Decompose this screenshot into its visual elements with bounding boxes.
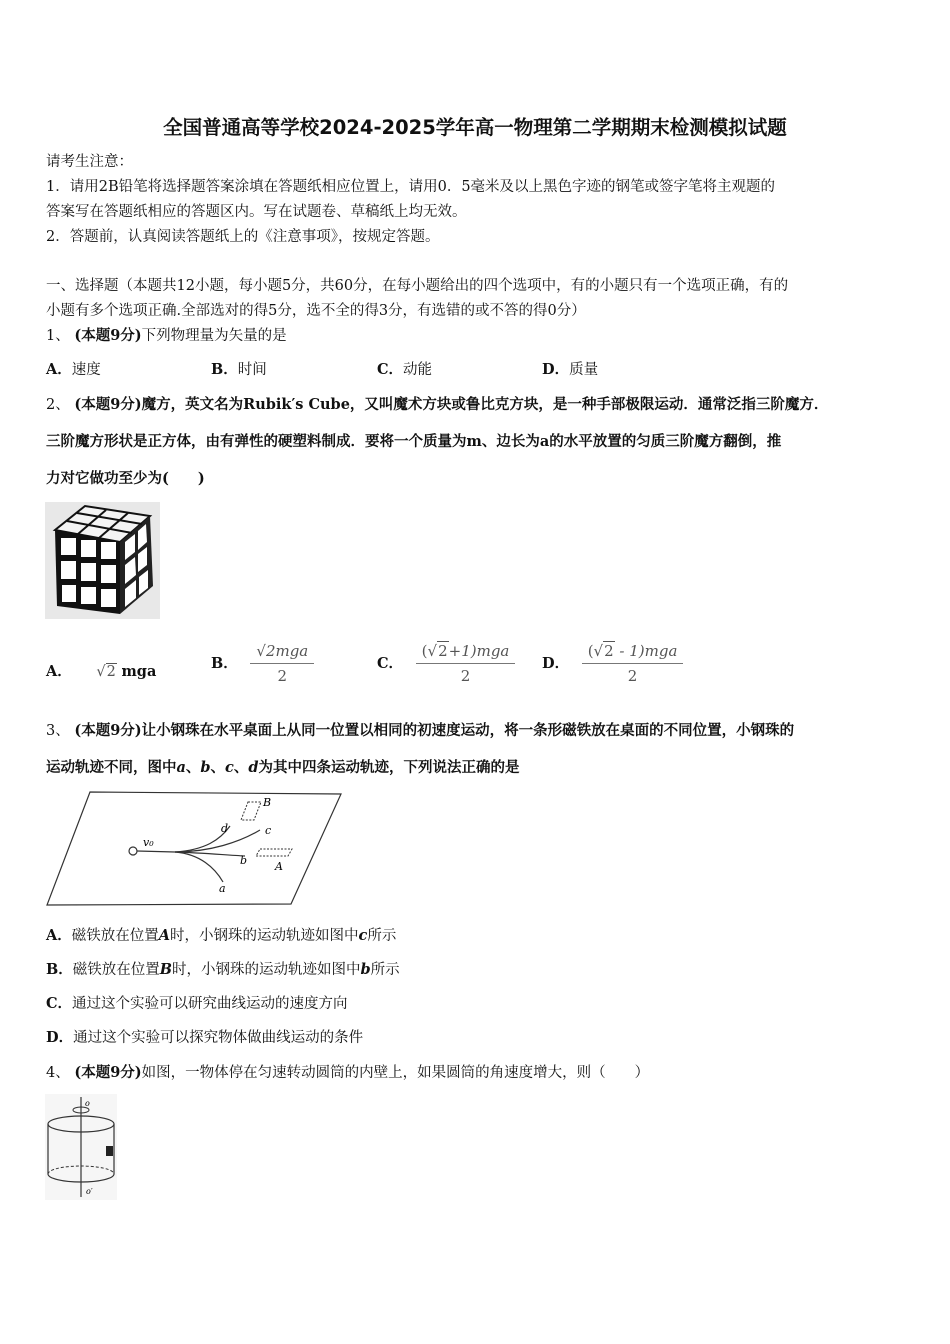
option-label: B． [211, 361, 238, 378]
numerator-text: +1)mga [448, 642, 510, 660]
question-stem: 魔方，英文名为Rubik′s Cube，又叫魔术方块或鲁比克方块，是一种手部极限运动．通常泛指三阶魔方． [141, 396, 829, 413]
stem-text: 运动轨迹不同，图中 [46, 759, 177, 776]
option-label: A． [46, 361, 72, 378]
option-label: D． [542, 361, 570, 378]
q3-option-c[interactable] [46, 994, 348, 1014]
numerator [250, 641, 314, 664]
option-label: D． [542, 654, 570, 672]
numerator-text: 2mga [265, 642, 309, 660]
sqrt-symbol: √ [427, 642, 438, 660]
option-text: 时间 [237, 362, 267, 378]
radicand: 2 [604, 642, 614, 660]
label-pos-b: B [263, 796, 272, 809]
question-3-cont: 运动轨迹不同，图中a、b、c、d为其中四条运动轨迹，下列说法正确的是 [46, 759, 520, 776]
q1-option-c[interactable] [377, 360, 432, 380]
option-text: 速度 [71, 362, 101, 378]
option-text: 通过这个实验可以研究曲线运动的速度方向 [72, 996, 348, 1012]
denominator: 2 [627, 667, 638, 685]
option-text: 动能 [403, 362, 433, 378]
q2-option-d[interactable] [542, 641, 683, 686]
sqrt-symbol: √2 [96, 664, 116, 680]
question-3 [46, 721, 794, 741]
paren-open: ( [587, 642, 594, 660]
option-label: A． [46, 663, 72, 680]
var-d: d [248, 759, 259, 776]
question-stem: 如图，一物体停在匀速转动圆筒的内壁上，如果圆筒的角速度增大，则（ ） [141, 1065, 650, 1081]
q1-option-b[interactable] [211, 360, 267, 380]
paren-open: ( [421, 642, 428, 660]
question-score-tag: (本题9分) [74, 396, 142, 413]
label-o-prime: o′ [86, 1187, 93, 1196]
denominator: 2 [460, 667, 471, 685]
section-instructions-cont: 小题有多个选项正确.全部选对的得5分，选不全的得3分，有选错的或不答的得0分） [46, 303, 586, 319]
option-text: 时，小钢珠的运动轨迹如图中 [172, 962, 361, 978]
q2-option-c[interactable] [377, 641, 515, 686]
option-text: 质量 [569, 362, 599, 378]
label-pos-a: A [275, 860, 283, 873]
notice-item-1: 1．请用2B铅笔将选择题答案涂填在答题纸相应位置上，请用0．5毫米及以上黑色字迹的钢笔或签字笔将主观题的 [46, 179, 776, 195]
rotating-cylinder-figure [45, 1094, 117, 1200]
q1-option-d[interactable] [542, 360, 598, 380]
question-number: 1、 [46, 328, 70, 344]
fraction [250, 641, 314, 686]
section-instructions: 一、选择题（本题共12小题，每小题5分，共60分，在每小题给出的四个选项中，有的小题只有一个选项正确，有的 [46, 278, 789, 294]
option-text: 时，小钢珠的运动轨迹如图中 [170, 928, 359, 944]
option-text: 通过这个实验可以探究物体做曲线运动的条件 [73, 1030, 364, 1046]
label-v0: v₀ [143, 836, 154, 849]
label-d: d [221, 822, 229, 835]
q3-option-a[interactable] [46, 926, 396, 946]
q1-option-a[interactable] [46, 360, 101, 380]
question-number: 2、 [46, 397, 70, 413]
stem-text: 为其中四条运动轨迹，下列说法正确的是 [258, 759, 520, 776]
option-label: D． [46, 1029, 74, 1046]
option-var: A [158, 927, 171, 944]
question-2-cont: 三阶魔方形状是正方体，由有弹性的硬塑料制成．要将一个质量为m、边长为a的水平放置的匀质三阶魔方翻倒，推 [46, 433, 782, 450]
question-4 [46, 1063, 649, 1083]
option-text: 磁铁放在位置 [71, 928, 159, 944]
question-score-tag: (本题9分) [74, 1064, 142, 1081]
var-a: a [176, 759, 186, 776]
question-1 [46, 326, 287, 346]
label-a: a [219, 882, 226, 895]
label-b: b [240, 854, 248, 867]
q2-option-b[interactable] [211, 641, 314, 686]
q3-option-d[interactable] [46, 1028, 363, 1048]
option-text: 所示 [370, 962, 400, 978]
numerator-text: - 1)mga [614, 642, 678, 660]
notice-item-1-cont: 答案写在答题纸相应的答题区内。写在试题卷、草稿纸上均无效。 [46, 204, 467, 220]
q2-option-a[interactable] [46, 662, 156, 682]
notice-item-2: 2．答题前，认真阅读答题纸上的《注意事项》，按规定答题。 [46, 229, 440, 245]
option-text: mga [121, 663, 157, 680]
question-score-tag: (本题9分) [74, 722, 142, 739]
option-label: A． [46, 927, 72, 944]
page-title: 全国普通高等学校2024-2025学年高一物理第二学期期末检测模拟试题 [163, 116, 787, 139]
fraction [582, 641, 684, 686]
option-label: B． [211, 654, 238, 672]
var-c: c [225, 759, 234, 776]
fraction [416, 641, 516, 686]
option-text: 所示 [367, 928, 397, 944]
q3-option-b[interactable] [46, 960, 400, 980]
question-number: 4、 [46, 1065, 70, 1081]
label-o: o [85, 1099, 90, 1108]
radicand: 2 [106, 664, 116, 680]
option-var: B [159, 961, 173, 978]
numerator [416, 641, 516, 664]
question-stem: 下列物理量为矢量的是 [141, 328, 287, 344]
option-text: 磁铁放在位置 [72, 962, 160, 978]
question-score-tag: (本题9分) [74, 327, 142, 344]
question-stem: 让小钢珠在水平桌面上从同一位置以相同的初速度运动，将一条形磁铁放在桌面的不同位置，小钢珠的 [141, 722, 795, 739]
option-var: c [358, 927, 368, 944]
option-label: C． [46, 995, 73, 1012]
question-number: 3、 [46, 723, 70, 739]
option-label: C． [377, 654, 404, 672]
radicand: 2 [438, 642, 448, 660]
rubiks-cube-figure [45, 502, 160, 619]
sqrt-symbol: √ [256, 642, 266, 660]
question-2 [46, 395, 828, 415]
notice-heading: 请考生注意： [46, 154, 133, 170]
option-var: b [360, 961, 371, 978]
numerator [582, 641, 684, 664]
option-label: C． [377, 361, 404, 378]
label-c: c [265, 824, 272, 837]
var-b: b [200, 759, 211, 776]
option-label: B． [46, 961, 73, 978]
question-2-cont-2: 力对它做功至少为( ) [46, 470, 205, 487]
trajectory-figure [45, 790, 345, 908]
sqrt-symbol: √ [593, 642, 604, 660]
denominator: 2 [277, 667, 288, 685]
